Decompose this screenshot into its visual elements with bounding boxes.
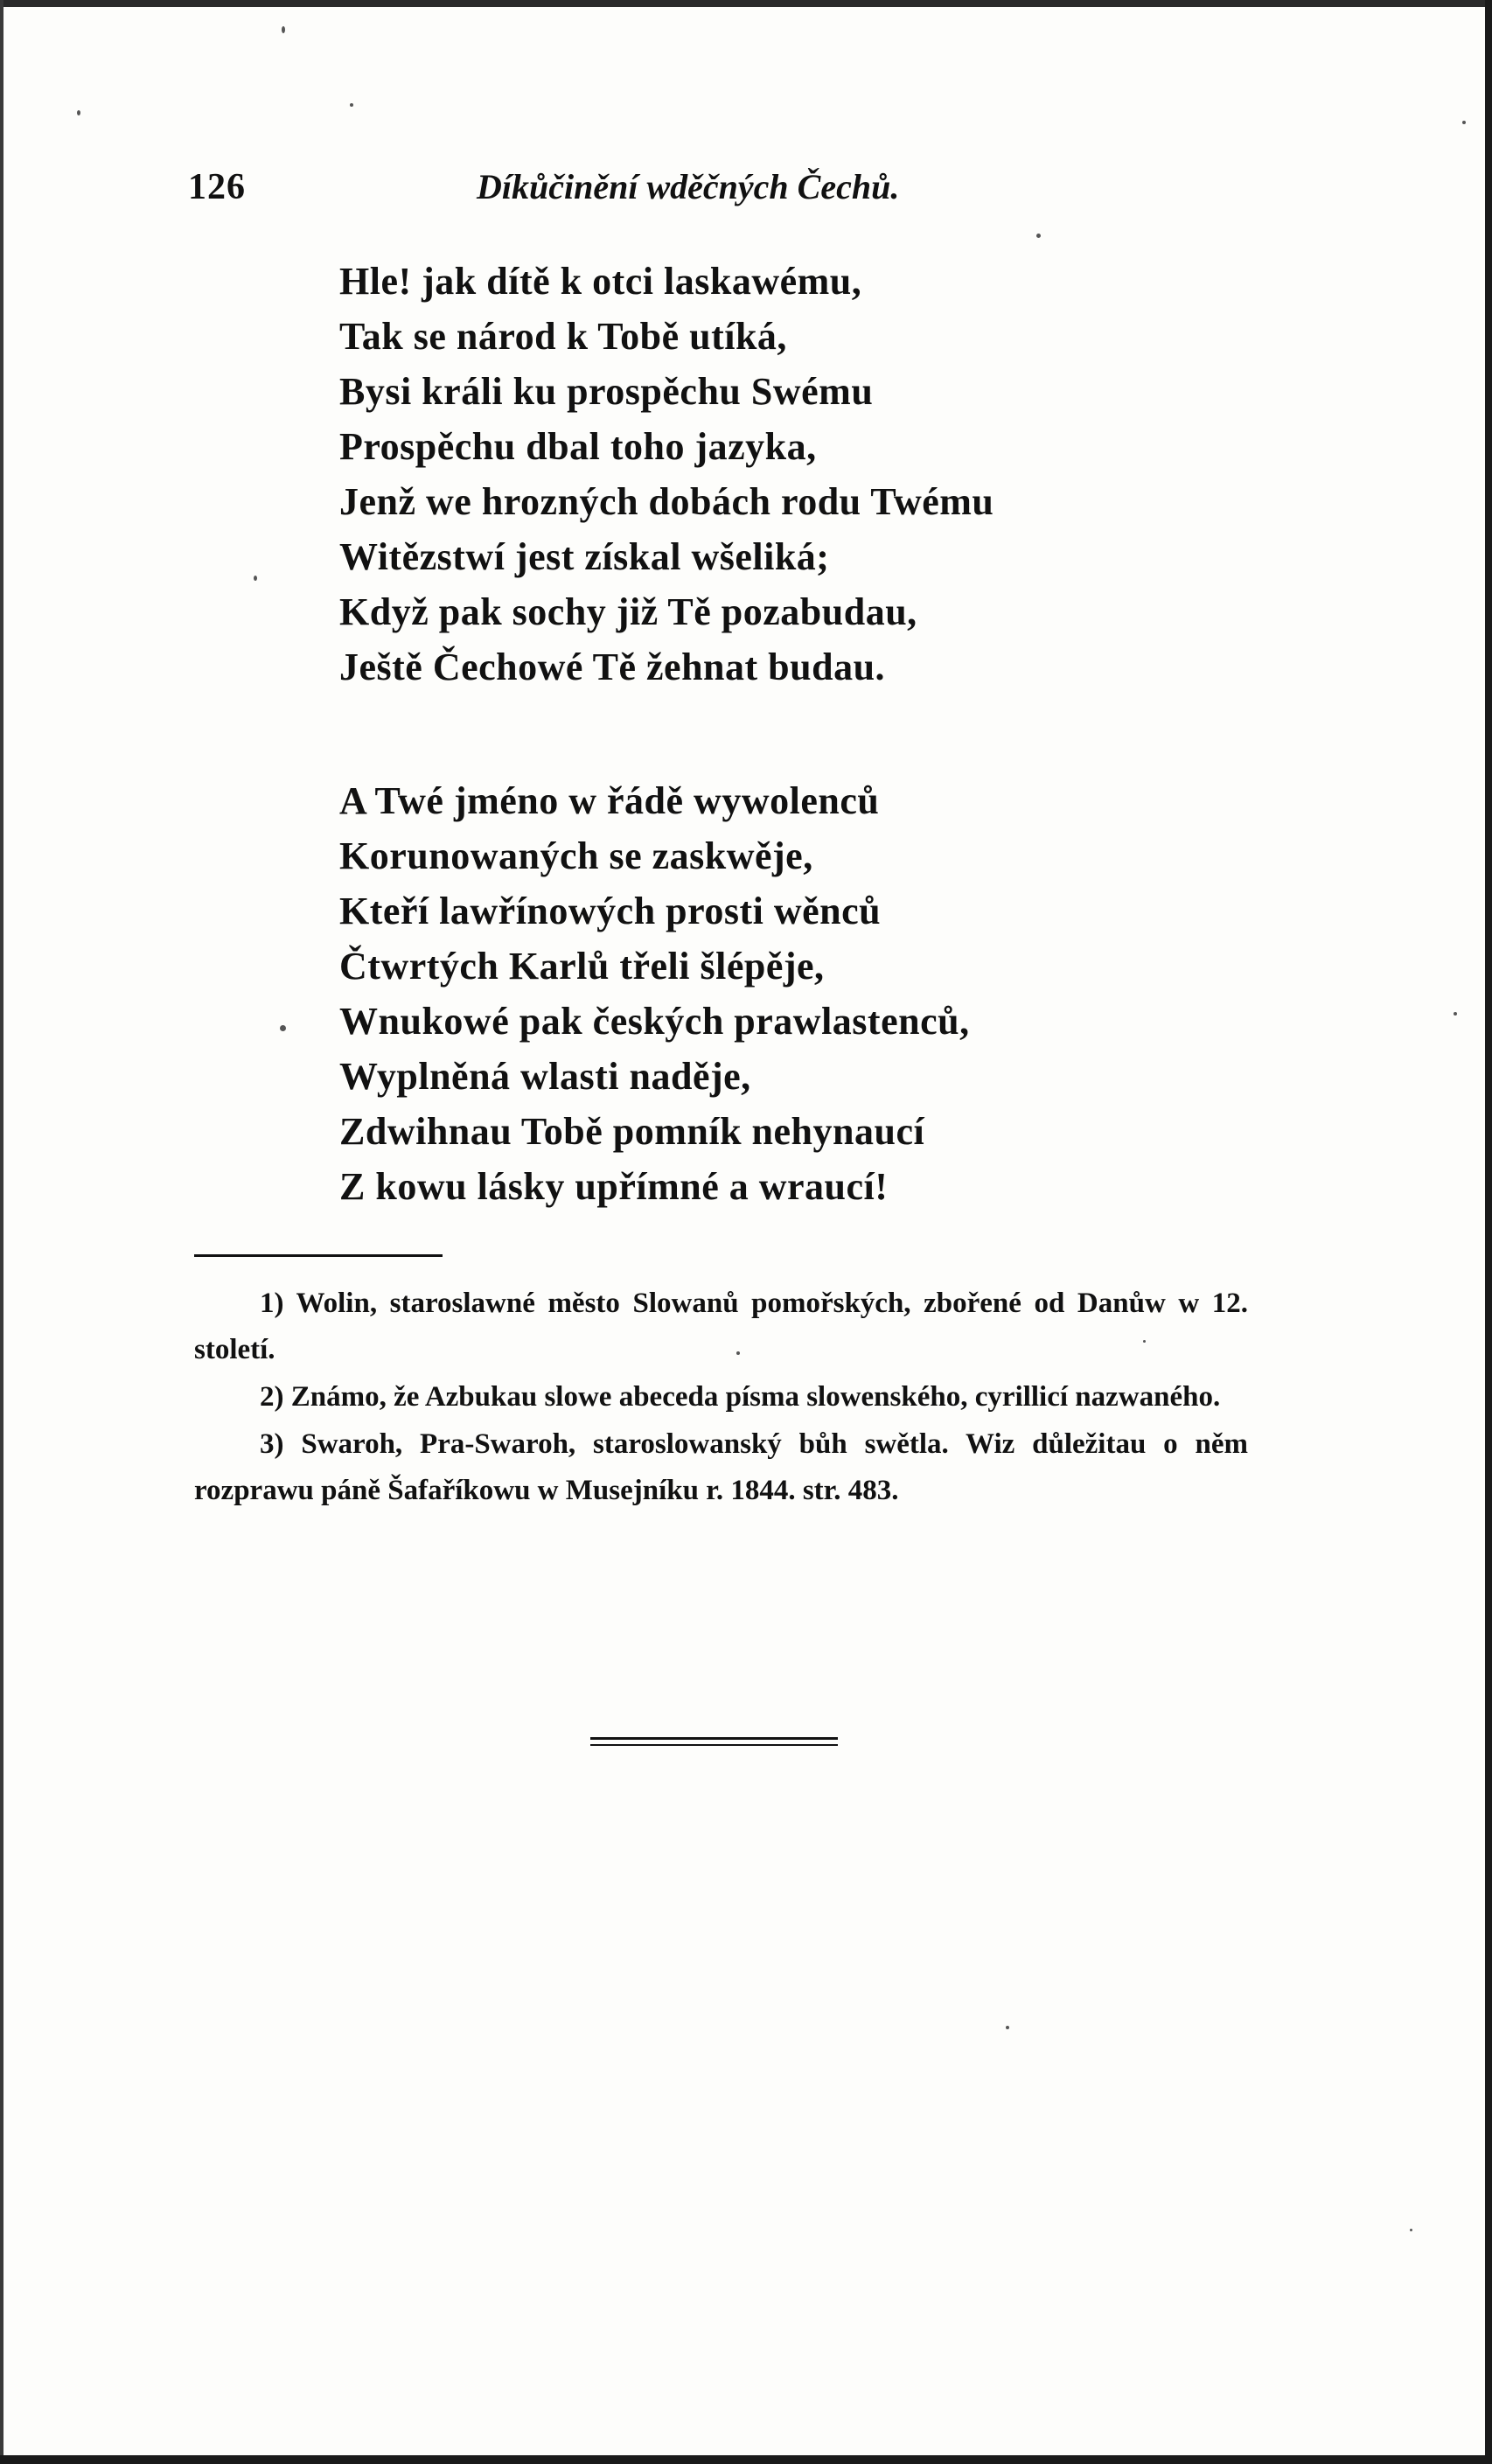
verse-line: Wnukowé pak českých prawlastenců, xyxy=(339,1000,970,1043)
scan-edge-left xyxy=(0,0,3,2464)
scan-speck xyxy=(1410,2229,1412,2231)
verse-line: Wyplněná wlasti naděje, xyxy=(339,1055,751,1098)
scan-speck xyxy=(1006,2026,1009,2029)
verse-line: Bysi králi ku prospěchu Swému xyxy=(339,370,874,413)
scan-speck xyxy=(280,1025,286,1031)
footnote: 2) Známo, že Azbukau slowe abeceda písma slowenského, cyrillicí nazwaného. xyxy=(260,1381,1221,1413)
verse-line: Witězstwí jest získal wšeliká; xyxy=(339,535,830,578)
verse-line: A Twé jméno w řádě wywolenců xyxy=(339,779,880,822)
end-ornament-rule-top xyxy=(590,1737,838,1740)
poem-stanza-2 xyxy=(339,773,970,1214)
verse-line: Tak se národ k Tobě utíká, xyxy=(339,315,787,358)
footnote-separator-rule xyxy=(194,1254,443,1257)
scan-edge-top xyxy=(0,0,1492,7)
scan-edge-right xyxy=(1485,0,1492,2464)
scan-speck xyxy=(1462,121,1466,124)
verse-line: Hle! jak dítě k otci laskawému, xyxy=(339,260,862,303)
scan-speck xyxy=(77,110,80,115)
verse-line: Ještě Čechowé Tě žehnat budau. xyxy=(339,646,886,688)
verse-line: Prospěchu dbal toho jazyka, xyxy=(339,425,817,468)
verse-line: Jenž we hrozných dobách rodu Twému xyxy=(339,480,994,523)
scan-speck xyxy=(1143,1340,1146,1343)
footnote: 1) Wolin, staroslawné město Slowanů pomořských, zbořené od Danůw w 12. století. xyxy=(194,1288,1248,1365)
poem-stanza-1 xyxy=(339,254,994,695)
verse-line: Zdwihnau Tobě pomník nehynaucí xyxy=(339,1110,925,1153)
scan-speck xyxy=(350,103,353,107)
verse-line: Kteří lawřínowých prosti wěnců xyxy=(339,890,882,932)
scan-speck xyxy=(282,26,285,33)
footnote: 3) Swaroh, Pra-Swaroh, staroslowanský bůh swětla. Wiz důležitau o něm rozprawu páně Šafaříkowu w Musejníku r. 1844. str. 483. xyxy=(194,1428,1248,1506)
scan-speck xyxy=(1454,1012,1457,1016)
running-title: Díkůčinění wděčných Čechů. xyxy=(477,167,900,206)
verse-line: Z kowu lásky upřímné a wraucí! xyxy=(339,1165,889,1208)
scan-speck xyxy=(254,576,257,581)
verse-line: Když pak sochy již Tě pozabudau, xyxy=(339,590,917,633)
end-ornament-rule-bottom xyxy=(590,1744,838,1746)
verse-line: Korunowaných se zaskwěje, xyxy=(339,834,813,877)
scan-speck xyxy=(1036,234,1041,238)
scan-speck xyxy=(736,1351,740,1355)
footnotes xyxy=(194,1281,1248,1515)
scan-edge-bottom xyxy=(0,2455,1492,2464)
page-number: 126 xyxy=(188,167,246,207)
verse-line: Čtwrtých Karlů třeli šlépěje, xyxy=(339,945,825,988)
